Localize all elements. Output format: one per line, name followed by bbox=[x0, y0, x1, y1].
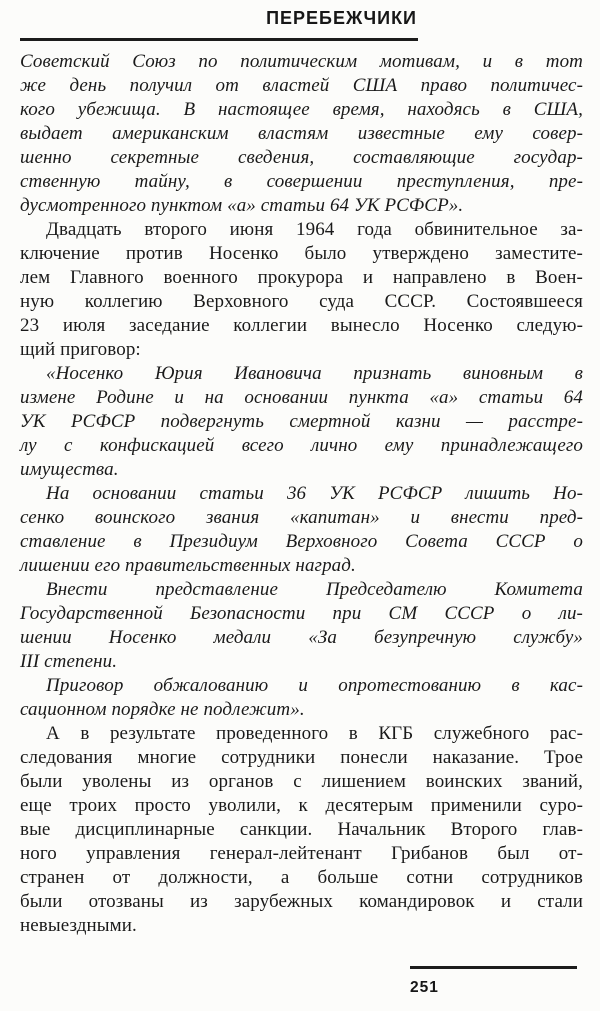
page-body bbox=[20, 50, 583, 938]
text-line: Государственной Безопасности при СМ СССР о ли- bbox=[20, 603, 583, 624]
text-line: еще троих просто уволили, к десятерым применили суро- bbox=[20, 795, 583, 816]
text-line: III степени. bbox=[20, 651, 118, 672]
text-line: выдает американским властям известные ему совер- bbox=[20, 123, 583, 144]
text-line: «Носенко Юрия Ивановича признать виновным в bbox=[46, 363, 583, 384]
text-line: Советский Союз по политическим мотивам, и в тот bbox=[20, 51, 583, 72]
text-line: сационном порядке не подлежит». bbox=[20, 699, 305, 720]
text-line: ную коллегию Верховного суда СССР. Состоявшееся bbox=[20, 291, 583, 312]
text-line: измене Родине и на основании пункта «а» статьи 64 bbox=[20, 387, 583, 408]
paragraph bbox=[20, 362, 583, 482]
paragraph bbox=[20, 578, 583, 674]
text-line: же день получил от властей США право политичес- bbox=[20, 75, 583, 96]
text-line: были уволены из органов с лишением воинских званий, bbox=[20, 771, 583, 792]
paragraph bbox=[20, 674, 583, 722]
text-line: сенко воинского звания «капитан» и внести пред- bbox=[20, 507, 583, 528]
paragraph bbox=[20, 50, 583, 218]
text-line: кого убежища. В настоящее время, находясь в США, bbox=[20, 99, 583, 120]
text-line: были отозваны из зарубежных командировок и стали bbox=[20, 891, 583, 912]
text-line: 23 июля заседание коллегии вынесло Носенко следую- bbox=[20, 315, 583, 336]
paragraph bbox=[20, 722, 583, 938]
text-line: шении Носенко медали «За безупречную службу» bbox=[20, 627, 583, 648]
text-line: ставление в Президиум Верховного Совета СССР о bbox=[20, 531, 583, 552]
text-line: лу с конфискацией всего лично ему принадлежащего bbox=[20, 435, 583, 456]
text-line: вые дисциплинарные санкции. Начальник Второго глав- bbox=[20, 819, 583, 840]
text-line: Внести представление Председателю Комитета bbox=[46, 579, 583, 600]
page-number: 251 bbox=[410, 979, 439, 996]
running-header: ПЕРЕБЕЖЧИКИ bbox=[266, 8, 417, 28]
footer-rule bbox=[410, 966, 577, 969]
text-line: лишении его правительственных наград. bbox=[20, 555, 356, 576]
text-line: следования многие сотрудники понесли наказание. Трое bbox=[20, 747, 583, 768]
paragraph bbox=[20, 482, 583, 578]
text-line: лем Главного военного прокурора и направлено в Воен- bbox=[20, 267, 583, 288]
text-line: На основании статьи 36 УК РСФСР лишить Но- bbox=[46, 483, 583, 504]
text-line: дусмотренного пунктом «а» статьи 64 УК РСФСР». bbox=[20, 195, 464, 216]
text-line: Приговор обжалованию и опротестованию в кас- bbox=[46, 675, 583, 696]
text-line: невыездными. bbox=[20, 915, 137, 936]
text-line: ного управления генерал-лейтенант Грибанов был от- bbox=[20, 843, 583, 864]
text-line: щий приговор: bbox=[20, 339, 141, 360]
header-rule bbox=[20, 38, 418, 41]
text-line: ственную тайну, в совершении преступления, пре- bbox=[20, 171, 583, 192]
text-line: УК РСФСР подвергнуть смертной казни — расстре- bbox=[20, 411, 583, 432]
text-line: странен от должности, а больше сотни сотрудников bbox=[20, 867, 583, 888]
text-line: шенно секретные сведения, составляющие государ- bbox=[20, 147, 583, 168]
text-line: А в результате проведенного в КГБ служебного рас- bbox=[46, 723, 583, 744]
text-line: имущества. bbox=[20, 459, 119, 480]
text-line: Двадцать второго июня 1964 года обвинительное за- bbox=[46, 219, 583, 240]
text-line: ключение против Носенко было утверждено заместите- bbox=[20, 243, 583, 264]
paragraph bbox=[20, 218, 583, 362]
